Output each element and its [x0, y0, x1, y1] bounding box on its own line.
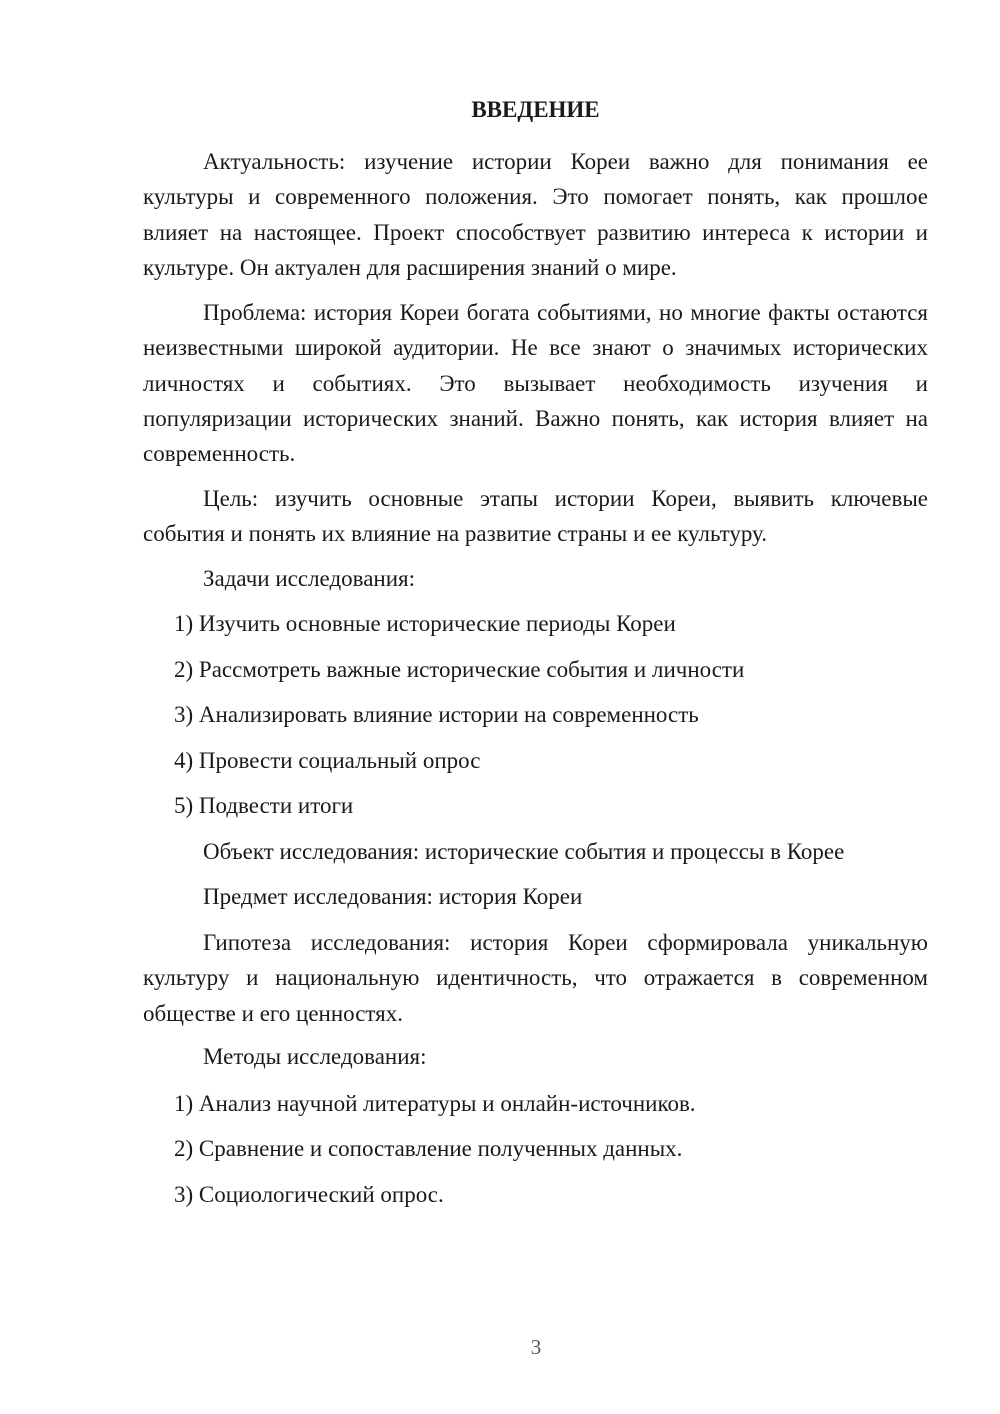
page-title: ВВЕДЕНИЕ — [471, 97, 600, 122]
method-item: 3) Социологический опрос. — [174, 1182, 444, 1207]
hypothesis-paragraph: Гипотеза исследования: история Кореи сформировала уникальную культуру и национальную идентичность, что отражается в современном обществе и его ценностях. — [143, 930, 928, 1026]
research-subject: Предмет исследования: история Кореи — [203, 884, 583, 909]
task-item: 5) Подвести итоги — [174, 793, 354, 818]
method-item: 1) Анализ научной литературы и онлайн-источников. — [174, 1091, 696, 1116]
methods-heading: Методы исследования: — [203, 1044, 427, 1069]
problem-paragraph: Проблема: история Кореи богата событиями, но многие факты остаются неизвестными широкой аудитории. Не все знают о значимых исторических личностях и событиях. Это вызывает необходимость изучения и популяризации исторических знаний. Важно понять, как история влияет на современность. — [143, 300, 928, 467]
task-item: 3) Анализировать влияние истории на современность — [174, 702, 699, 727]
task-item: 4) Провести социальный опрос — [174, 748, 481, 773]
task-item: 2) Рассмотреть важные исторические события и личности — [174, 657, 745, 682]
task-item: 1) Изучить основные исторические периоды Кореи — [174, 611, 676, 636]
goal-paragraph: Цель: изучить основные этапы истории Кореи, выявить ключевые события и понять их влияние на развитие страны и ее культуру. — [143, 486, 928, 547]
method-item: 2) Сравнение и сопоставление полученных данных. — [174, 1136, 683, 1161]
relevance-paragraph: Актуальность: изучение истории Кореи важно для понимания ее культуры и современного положения. Это помогает понять, как прошлое влияет на настоящее. Проект способствует развитию интереса к истории и культуре. Он актуален для расширения знаний о мире. — [143, 149, 928, 280]
tasks-heading: Задачи исследования: — [203, 566, 416, 591]
page-number: 3 — [530, 1335, 542, 1359]
research-object: Объект исследования: исторические события и процессы в Корее — [203, 839, 845, 864]
